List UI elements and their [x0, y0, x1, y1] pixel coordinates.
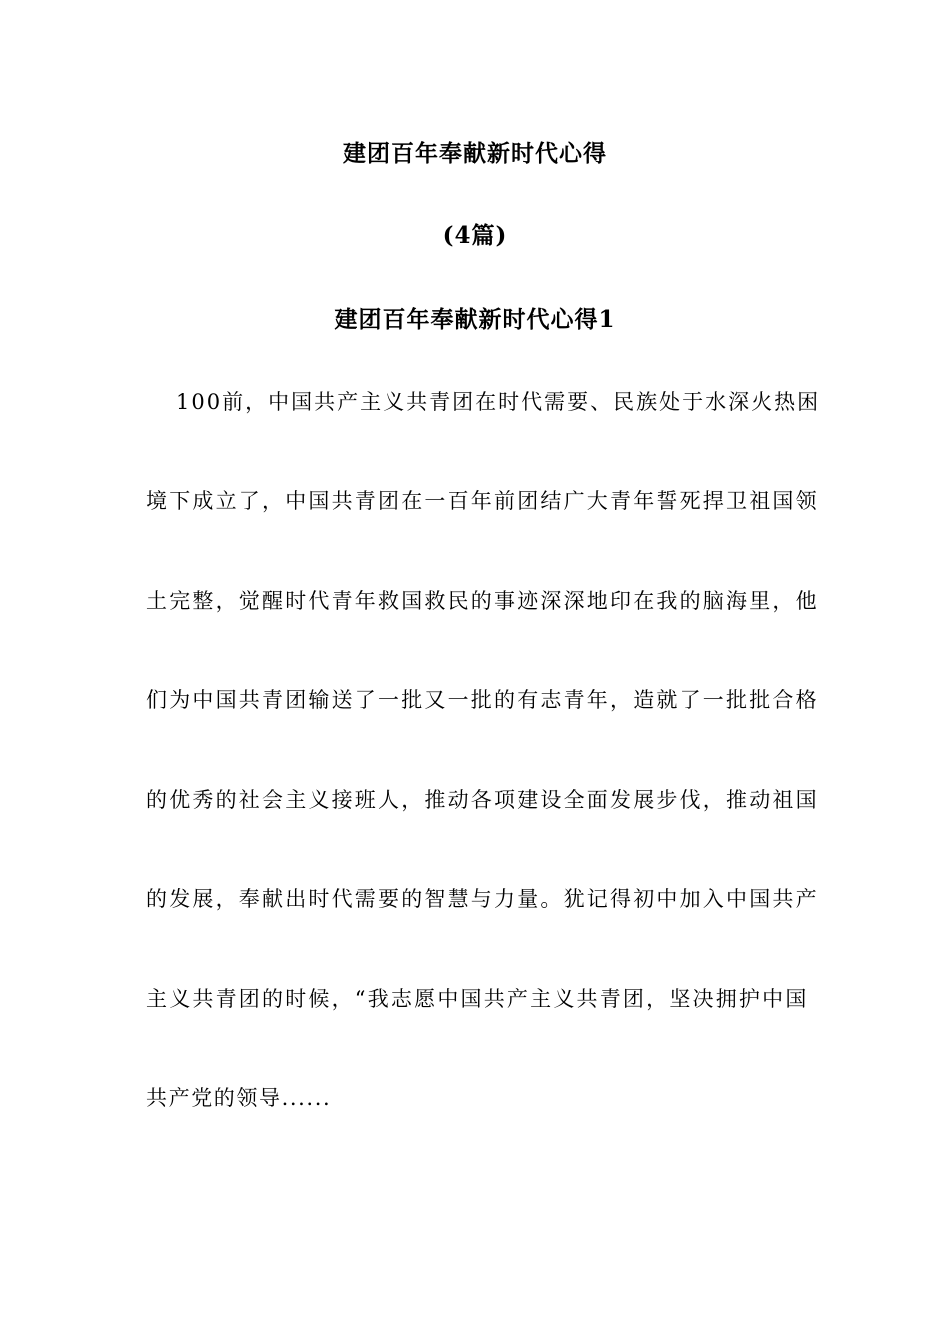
paragraph-line: 100前，中国共产主义共青团在时代需要、民族处于水深火热困	[176, 390, 821, 414]
paragraph-line: 们为中国共青团输送了一批又一批的有志青年，造就了一批批合格	[146, 688, 819, 712]
paragraph-line: 的发展，奉献出时代需要的智慧与力量。犹记得初中加入中国共产	[146, 887, 819, 911]
document-title: 建团百年奉献新时代心得	[343, 140, 607, 167]
article-count: (4篇)	[442, 222, 508, 249]
paragraph-line: 土完整，觉醒时代青年救国救民的事迹深深地印在我的脑海里，他	[146, 589, 819, 613]
paragraph-line: 共产党的领导......	[146, 1086, 332, 1110]
section-title: 建团百年奉献新时代心得1	[334, 306, 616, 333]
paragraph-line: 的优秀的社会主义接班人，推动各项建设全面发展步伐，推动祖国	[146, 788, 819, 812]
paragraph-line: 主义共青团的时候，“我志愿中国共产主义共青团，坚决拥护中国	[146, 987, 809, 1011]
paragraph-line: 境下成立了，中国共青团在一百年前团结广大青年誓死捍卫祖国领	[146, 489, 819, 513]
